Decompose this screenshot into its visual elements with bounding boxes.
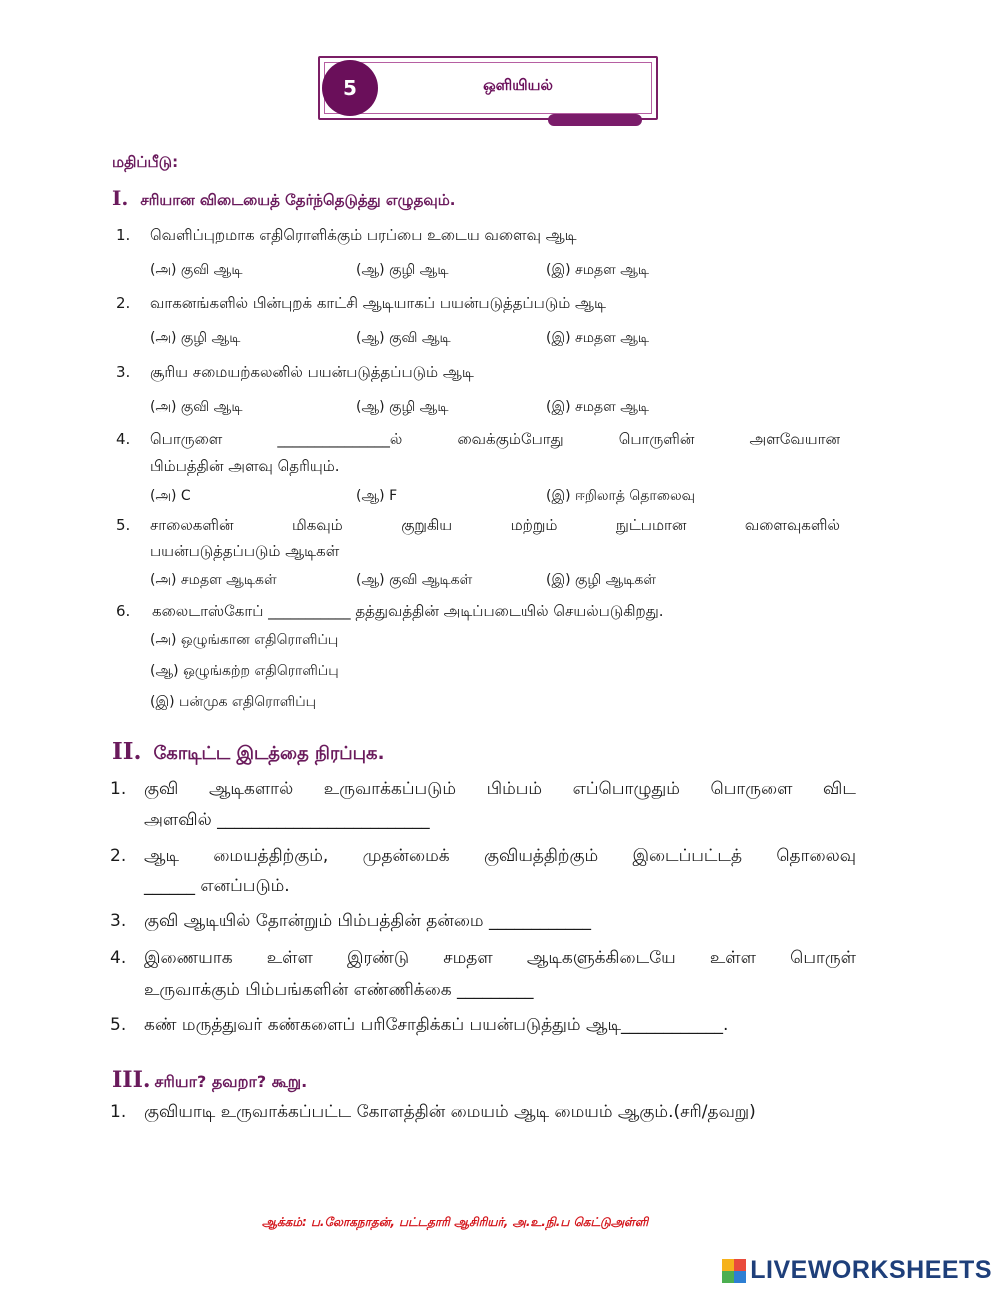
fill-blank[interactable]: கண் மருத்துவர் கண்களைப் பரிசோதிக்கப் பயன்படுத்தும் ஆடி____________. <box>144 1015 729 1035</box>
option-b[interactable]: (ஆ) குவி ஆடிகள் <box>356 572 473 588</box>
blank[interactable]: _______________ல் <box>277 430 403 448</box>
section-1-heading <box>112 186 455 211</box>
s2-question-1-line1: குவி ஆடிகளால் உருவாக்கப்படும் பிம்பம் எப்பொழுதும் பொருளை விட <box>144 779 856 799</box>
section-3-heading <box>112 1067 307 1093</box>
s1-question-1: 1. வெளிப்புறமாக எதிரொளிக்கும் பரப்பை உடைய வளைவு ஆடி <box>116 226 577 244</box>
s2-question-2-line2[interactable]: ______ எனப்படும். <box>144 876 290 896</box>
option-c[interactable]: (இ) குழி ஆடிகள் <box>546 572 657 588</box>
s2-question-1-number: 1. <box>110 779 127 799</box>
s1-question-4-line1: பொருளை _______________ல் வைக்கும்போது பொருளின் அளவேயான <box>150 430 840 448</box>
option-a[interactable]: (அ) C <box>150 488 191 504</box>
section-2-title: கோடிட்ட இடத்தை நிரப்புக. <box>153 743 385 764</box>
option-c[interactable]: (இ) சமதள ஆடி <box>546 399 650 415</box>
logo-square <box>722 1271 734 1283</box>
s1-question-4-number: 4. <box>116 430 131 448</box>
logo-square <box>734 1271 746 1283</box>
s3-question-1: 1. குவியாடி உருவாக்கப்பட்ட கோளத்தின் மையம் ஆடி மையம் ஆகும்.(சரி/தவறு) <box>110 1102 756 1122</box>
option-a[interactable]: (அ) குவி ஆடி <box>150 399 243 415</box>
chapter-title: ஒளியியல் <box>483 76 553 94</box>
liveworksheets-logo-icon <box>722 1259 746 1283</box>
banner-tab <box>548 114 642 126</box>
s1-question-4-line2: பிம்பத்தின் அளவு தெரியும். <box>150 457 340 475</box>
option-b[interactable]: (ஆ) குவி ஆடி <box>356 330 451 346</box>
section-2-roman: II. <box>112 738 142 765</box>
liveworksheets-watermark[interactable] <box>722 1256 992 1285</box>
section-1-title: சரியான விடையைத் தேர்ந்தெடுத்து எழுதவும். <box>140 191 456 209</box>
s2-question-4-line1: இணையாக உள்ள இரண்டு சமதள ஆடிகளுக்கிடையே உள்ள பொருள் <box>144 948 856 968</box>
chapter-banner <box>318 56 658 120</box>
option-a[interactable]: (அ) ஒழுங்கான எதிரொளிப்பு <box>150 632 339 648</box>
option-b[interactable]: (ஆ) குழி ஆடி <box>356 262 449 278</box>
s1-question-6: 6. கலைடாஸ்கோப் ___________ தத்துவத்தின் அடிப்படையில் செயல்படுகிறது. <box>116 602 664 620</box>
option-c[interactable]: (இ) பன்முக எதிரொளிப்பு <box>150 694 317 710</box>
s2-question-5: 5. கண் மருத்துவர் கண்களைப் பரிசோதிக்கப் பயன்படுத்தும் ஆடி____________. <box>110 1015 729 1035</box>
s1-question-2: 2. வாகனங்களில் பின்புறக் காட்சி ஆடியாகப் பயன்படுத்தப்படும் ஆடி <box>116 294 606 312</box>
section-3-roman: III. <box>112 1067 151 1093</box>
s2-question-4-line2[interactable]: உருவாக்கும் பிம்பங்களின் எண்ணிக்கை _________ <box>144 980 534 1000</box>
s1-question-3: 3. சூரிய சமையற்கலனில் பயன்படுத்தப்படும் ஆடி <box>116 363 474 381</box>
s2-question-4-number: 4. <box>110 948 127 968</box>
s2-question-1-line2[interactable]: அளவில் _________________________ <box>144 810 430 830</box>
chapter-number-badge: 5 <box>322 60 378 116</box>
s1-question-5-number: 5. <box>116 516 131 534</box>
option-a[interactable]: (அ) குவி ஆடி <box>150 262 243 278</box>
liveworksheets-text: LIVEWORKSHEETS <box>750 1256 992 1284</box>
option-c[interactable]: (இ) சமதள ஆடி <box>546 262 650 278</box>
logo-square <box>734 1259 746 1271</box>
section-3-title: சரியா? தவறா? கூறு. <box>154 1072 308 1091</box>
option-b[interactable]: (ஆ) F <box>356 488 398 504</box>
s1-question-5-line1: சாலைகளின் மிகவும் குறுகிய மற்றும் நுட்பமான வளைவுகளில் <box>150 516 840 534</box>
option-a[interactable]: (அ) குழி ஆடி <box>150 330 241 346</box>
option-c[interactable]: (இ) சமதள ஆடி <box>546 330 650 346</box>
section-2-heading <box>112 738 384 766</box>
author-credit: ஆக்கம்: ப.லோகநாதன், பட்டதாரி ஆசிரியர், அ.உ.நி.ப கெட்டுஅள்ளி <box>261 1215 649 1229</box>
option-b[interactable]: (ஆ) ஒழுங்கற்ற எதிரொளிப்பு <box>150 663 339 679</box>
option-b[interactable]: (ஆ) குழி ஆடி <box>356 399 449 415</box>
s2-question-3: 3. குவி ஆடியில் தோன்றும் பிம்பத்தின் தன்மை ____________ <box>110 911 592 931</box>
fill-blank[interactable]: குவி ஆடியில் தோன்றும் பிம்பத்தின் தன்மை ____________ <box>144 911 592 931</box>
s2-question-2-number: 2. <box>110 846 127 866</box>
assessment-label: மதிப்பீடு: <box>112 153 179 171</box>
option-a[interactable]: (அ) சமதள ஆடிகள் <box>150 572 277 588</box>
logo-square <box>722 1259 734 1271</box>
section-1-roman: I. <box>112 186 129 210</box>
s1-question-5-line2: பயன்படுத்தப்படும் ஆடிகள் <box>150 542 340 560</box>
true-false-statement[interactable]: குவியாடி உருவாக்கப்பட்ட கோளத்தின் மையம் ஆடி மையம் ஆகும்.(சரி/தவறு) <box>144 1102 756 1122</box>
s2-question-2-line1: ஆடி மையத்திற்கும், முதன்மைக் குவியத்திற்கும் இடைப்பட்டத் தொலைவு <box>144 846 856 866</box>
option-c[interactable]: (இ) ஈறிலாத் தொலைவு <box>546 488 696 504</box>
